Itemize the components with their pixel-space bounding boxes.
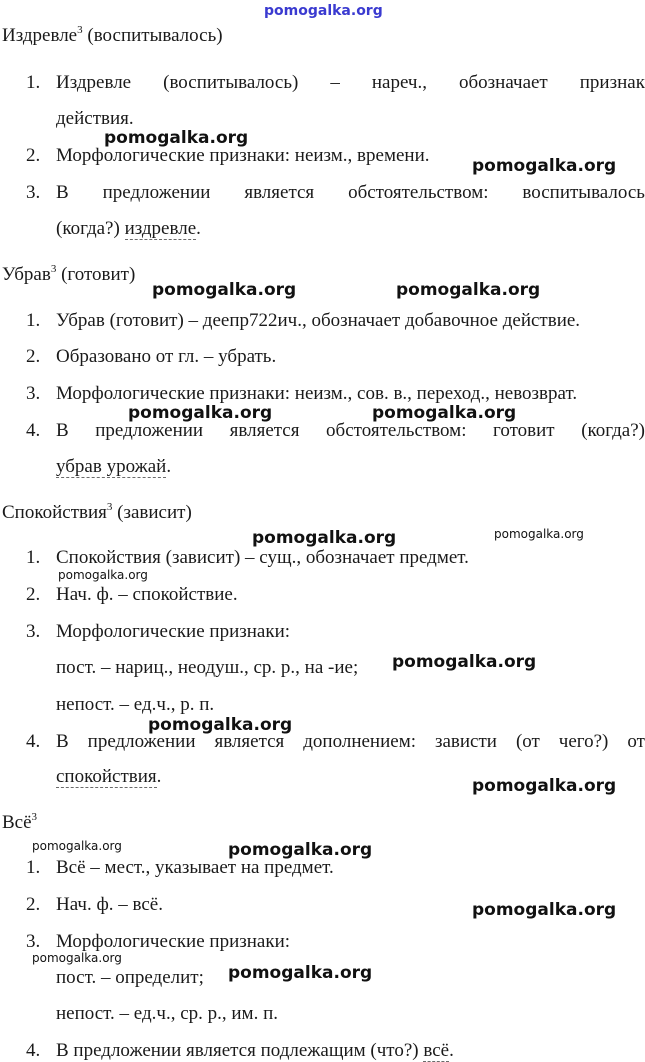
watermark: pomogalka.org bbox=[472, 156, 617, 176]
item-text: Спокойствия (зависит) – сущ., обозначает предмет. bbox=[56, 547, 469, 568]
entry-context: (готовит) bbox=[56, 264, 136, 285]
watermark: pomogalka.org bbox=[396, 280, 541, 300]
word: В bbox=[56, 420, 69, 441]
watermark: pomogalka.org bbox=[148, 715, 293, 735]
entry-heading-izdrevle bbox=[2, 25, 223, 47]
watermark: pomogalka.org bbox=[104, 128, 249, 148]
item-number: 4. bbox=[26, 420, 41, 441]
variable-features-line: непост. – ед.ч., р. п. bbox=[56, 694, 215, 715]
word: воспитывалось bbox=[522, 182, 645, 203]
item-number: 3. bbox=[26, 383, 41, 404]
item-text-continuation bbox=[56, 766, 161, 788]
item-text: Образовано от гл. – убрать. bbox=[56, 346, 277, 367]
watermark: pomogalka.org bbox=[32, 951, 122, 965]
word: предложении bbox=[95, 420, 204, 441]
underlined-word: издревле bbox=[124, 218, 197, 239]
watermark: pomogalka.org bbox=[472, 900, 617, 920]
item-text: Морфологические признаки: bbox=[56, 931, 291, 952]
word: предложении bbox=[102, 182, 211, 203]
word: чего?) bbox=[558, 731, 609, 752]
footnote-mark: 3 bbox=[77, 23, 83, 36]
word: нареч., bbox=[371, 72, 427, 93]
item-text: Морфологические признаки: bbox=[56, 621, 291, 642]
item-number: 3. bbox=[26, 931, 41, 952]
word: дополнением: bbox=[303, 731, 417, 752]
constant-features-line: пост. – нариц., неодуш., ср. р., на -ие; bbox=[56, 657, 359, 678]
word: готовит bbox=[493, 420, 555, 441]
constant-features-line: пост. – определит; bbox=[56, 967, 204, 988]
item-text: Нач. ф. – спокойствие. bbox=[56, 584, 238, 605]
item-text-justified bbox=[56, 72, 645, 94]
word: признак bbox=[579, 72, 645, 93]
word: – bbox=[330, 72, 340, 93]
entry-word: Издревле bbox=[2, 25, 78, 46]
text: . bbox=[449, 1040, 454, 1061]
word: В bbox=[56, 731, 69, 752]
watermark: pomogalka.org bbox=[494, 527, 584, 541]
item-number: 2. bbox=[26, 894, 41, 915]
item-text-continuation bbox=[56, 456, 171, 478]
word: предложении bbox=[87, 731, 196, 752]
word: от bbox=[627, 731, 645, 752]
watermark: pomogalka.org bbox=[472, 776, 617, 796]
word: В bbox=[56, 182, 69, 203]
word: является bbox=[229, 420, 300, 441]
footnote-mark: 3 bbox=[106, 500, 113, 513]
entry-heading-vsyo bbox=[2, 812, 37, 834]
item-number: 2. bbox=[26, 145, 41, 166]
entry-word: Всё bbox=[2, 812, 32, 833]
entry-heading-spokoystviya bbox=[2, 502, 192, 524]
word: обстоятельством: bbox=[326, 420, 467, 441]
watermark: pomogalka.org bbox=[252, 528, 397, 548]
footnote-mark: 3 bbox=[31, 810, 38, 823]
text: . bbox=[196, 218, 201, 239]
watermark: pomogalka.org bbox=[128, 403, 273, 423]
entry-heading-ubrav bbox=[2, 264, 135, 286]
watermark: pomogalka.org bbox=[228, 963, 373, 983]
watermark: pomogalka.org bbox=[58, 568, 148, 582]
item-number: 1. bbox=[26, 310, 41, 331]
item-number: 1. bbox=[26, 857, 41, 878]
text: . bbox=[156, 766, 162, 787]
item-text bbox=[56, 1040, 454, 1062]
entry-context: (зависит) bbox=[112, 502, 192, 523]
word: (воспитывалось) bbox=[163, 72, 299, 93]
footnote-mark: 3 bbox=[50, 262, 57, 275]
word: (когда?) bbox=[581, 420, 645, 441]
entry-word: Убрав bbox=[2, 264, 51, 285]
item-text: Нач. ф. – всё. bbox=[56, 894, 163, 915]
watermark-top: pomogalka.org bbox=[264, 3, 383, 19]
word: обозначает bbox=[459, 72, 548, 93]
item-text: Убрав (готовит) – деепр722ич., обозначает добавочное действие. bbox=[56, 310, 581, 331]
underlined-word: всё bbox=[423, 1040, 450, 1061]
item-text: Морфологические признаки: неизм., сов. в., переход., невозврат. bbox=[56, 383, 578, 404]
item-number: 1. bbox=[26, 547, 41, 568]
item-text-continuation bbox=[56, 218, 201, 240]
word: зависти bbox=[434, 731, 497, 752]
item-text-continuation: действия. bbox=[56, 108, 134, 129]
text: . bbox=[166, 456, 172, 477]
item-number: 3. bbox=[26, 182, 41, 203]
word: является bbox=[214, 731, 285, 752]
word: Издревле bbox=[56, 72, 132, 93]
item-text-justified bbox=[56, 182, 645, 204]
text: В предложении является подлежащим (что?) bbox=[56, 1040, 424, 1061]
item-number: 1. bbox=[26, 72, 41, 93]
watermark: pomogalka.org bbox=[32, 839, 122, 853]
word: обстоятельством: bbox=[348, 182, 489, 203]
item-number: 2. bbox=[26, 584, 41, 605]
text: (когда?) bbox=[56, 218, 125, 239]
variable-features-line: непост. – ед.ч., ср. р., им. п. bbox=[56, 1003, 278, 1024]
entry-word: Спокойствия bbox=[2, 502, 107, 523]
watermark: pomogalka.org bbox=[152, 280, 297, 300]
underlined-phrase: убрав урожай bbox=[56, 456, 167, 477]
item-number: 3. bbox=[26, 621, 41, 642]
item-number: 2. bbox=[26, 346, 41, 367]
word: (от bbox=[515, 731, 540, 752]
item-text-justified bbox=[56, 420, 645, 442]
item-number: 4. bbox=[26, 731, 41, 752]
item-number: 4. bbox=[26, 1040, 41, 1061]
entry-context: (воспитывалось) bbox=[82, 25, 223, 46]
watermark: pomogalka.org bbox=[372, 403, 517, 423]
watermark: pomogalka.org bbox=[392, 652, 537, 672]
item-text: Морфологические признаки: неизм., времени. bbox=[56, 145, 430, 166]
item-text-justified bbox=[56, 731, 645, 753]
word: является bbox=[244, 182, 315, 203]
item-text: Всё – мест., указывает на предмет. bbox=[56, 857, 334, 878]
watermark: pomogalka.org bbox=[228, 840, 373, 860]
underlined-word: спокойствия bbox=[56, 766, 157, 787]
